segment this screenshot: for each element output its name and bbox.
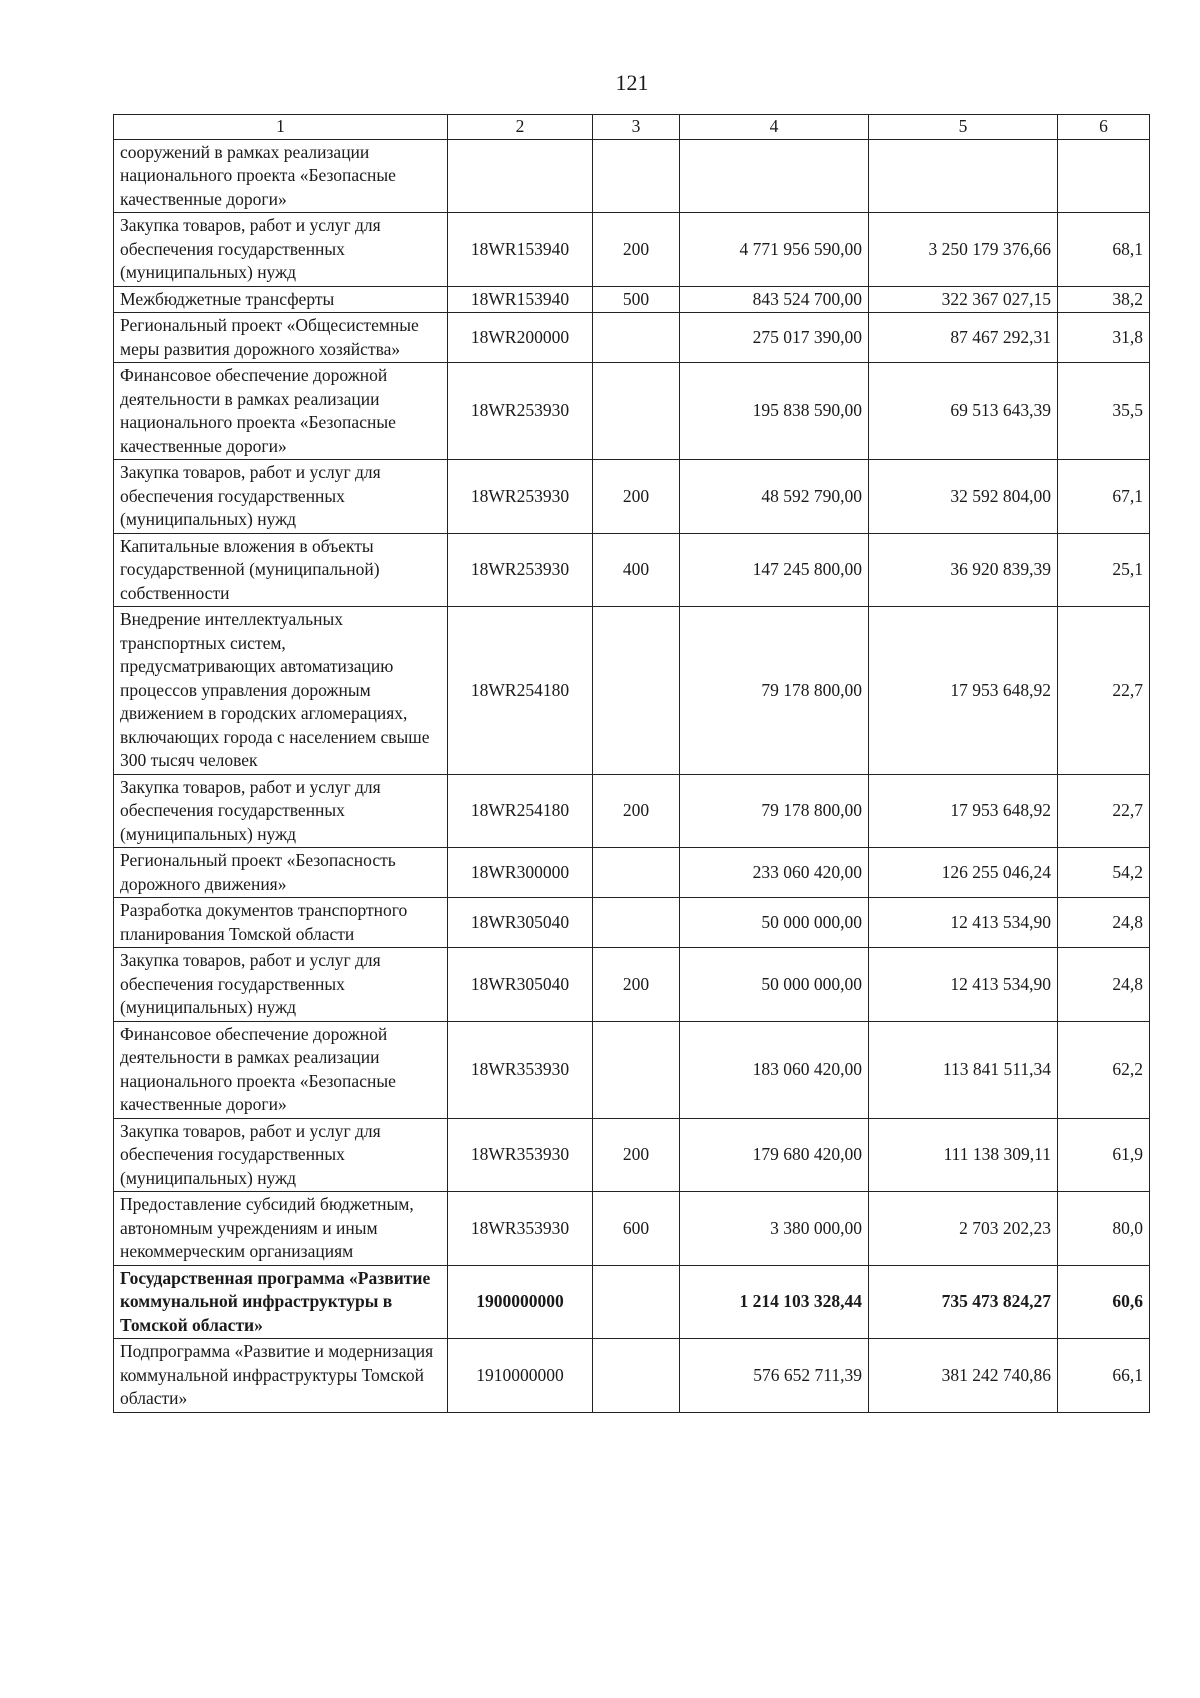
row-code-cell: 18WR253930 <box>448 460 593 534</box>
row-percent-cell: 62,2 <box>1058 1021 1150 1118</box>
row-type-cell <box>593 139 680 213</box>
row-type-cell: 200 <box>593 1118 680 1192</box>
row-type-cell <box>593 607 680 775</box>
row-name-cell: Закупка товаров, работ и услуг для обеспечения государственных (муниципальных) нужд <box>114 1118 448 1192</box>
column-header: 5 <box>869 115 1058 140</box>
row-percent-cell: 61,9 <box>1058 1118 1150 1192</box>
row-code-cell: 18WR305040 <box>448 948 593 1022</box>
row-name-cell: Капитальные вложения в объекты государственной (муниципальной) собственности <box>114 533 448 607</box>
column-header: 2 <box>448 115 593 140</box>
table-row <box>114 139 1150 213</box>
column-header: 4 <box>680 115 869 140</box>
row-type-cell <box>593 898 680 948</box>
row-percent-cell <box>1058 139 1150 213</box>
row-fact-cell: 3 250 179 376,66 <box>869 213 1058 287</box>
row-name-cell: Закупка товаров, работ и услуг для обеспечения государственных (муниципальных) нужд <box>114 460 448 534</box>
row-plan-cell: 147 245 800,00 <box>680 533 869 607</box>
row-code-cell: 18WR353930 <box>448 1118 593 1192</box>
row-name-cell: Предоставление субсидий бюджетным, автономным учреждениям и иным некоммерческим организациям <box>114 1192 448 1266</box>
column-header: 1 <box>114 115 448 140</box>
table-row <box>114 898 1150 948</box>
row-plan-cell <box>680 139 869 213</box>
row-code-cell: 18WR153940 <box>448 213 593 287</box>
row-type-cell <box>593 1265 680 1339</box>
row-code-cell: 18WR253930 <box>448 533 593 607</box>
row-plan-cell: 576 652 711,39 <box>680 1339 869 1413</box>
row-type-cell: 400 <box>593 533 680 607</box>
row-code-cell: 18WR153940 <box>448 286 593 313</box>
row-type-cell <box>593 1339 680 1413</box>
table-row <box>114 460 1150 534</box>
table-row <box>114 948 1150 1022</box>
row-plan-cell: 50 000 000,00 <box>680 948 869 1022</box>
row-code-cell: 1910000000 <box>448 1339 593 1413</box>
row-name-cell: Закупка товаров, работ и услуг для обеспечения государственных (муниципальных) нужд <box>114 774 448 848</box>
row-type-cell: 200 <box>593 460 680 534</box>
row-name-cell: Государственная программа «Развитие коммунальной инфраструктуры в Томской области» <box>114 1265 448 1339</box>
table-row <box>114 1265 1150 1339</box>
row-type-cell: 600 <box>593 1192 680 1266</box>
row-percent-cell: 60,6 <box>1058 1265 1150 1339</box>
row-type-cell: 500 <box>593 286 680 313</box>
row-type-cell: 200 <box>593 774 680 848</box>
row-code-cell: 18WR200000 <box>448 313 593 363</box>
row-name-cell: сооружений в рамках реализации национального проекта «Безопасные качественные дороги» <box>114 139 448 213</box>
row-plan-cell: 79 178 800,00 <box>680 607 869 775</box>
column-header: 3 <box>593 115 680 140</box>
row-name-cell: Региональный проект «Общесистемные меры развития дорожного хозяйства» <box>114 313 448 363</box>
table-row <box>114 607 1150 775</box>
row-percent-cell: 31,8 <box>1058 313 1150 363</box>
row-fact-cell: 87 467 292,31 <box>869 313 1058 363</box>
row-fact-cell: 126 255 046,24 <box>869 848 1058 898</box>
row-code-cell: 18WR353930 <box>448 1192 593 1266</box>
row-code-cell: 1900000000 <box>448 1265 593 1339</box>
row-plan-cell: 48 592 790,00 <box>680 460 869 534</box>
row-plan-cell: 233 060 420,00 <box>680 848 869 898</box>
row-name-cell: Подпрограмма «Развитие и модернизация коммунальной инфраструктуры Томской области» <box>114 1339 448 1413</box>
row-percent-cell: 80,0 <box>1058 1192 1150 1266</box>
row-type-cell <box>593 313 680 363</box>
row-plan-cell: 50 000 000,00 <box>680 898 869 948</box>
row-name-cell: Финансовое обеспечение дорожной деятельности в рамках реализации национального проекта «Безопасные качественные дороги» <box>114 1021 448 1118</box>
row-percent-cell: 22,7 <box>1058 607 1150 775</box>
table-row <box>114 774 1150 848</box>
budget-table <box>113 114 1150 1413</box>
row-fact-cell: 322 367 027,15 <box>869 286 1058 313</box>
row-name-cell: Внедрение интеллектуальных транспортных систем, предусматривающих автоматизацию процессов управления дорожным движением в городских агломерациях, включающих города с населением свыше 300 тысяч человек <box>114 607 448 775</box>
row-percent-cell: 24,8 <box>1058 948 1150 1022</box>
row-code-cell: 18WR353930 <box>448 1021 593 1118</box>
row-type-cell <box>593 363 680 460</box>
table-row <box>114 1021 1150 1118</box>
row-plan-cell: 195 838 590,00 <box>680 363 869 460</box>
row-percent-cell: 24,8 <box>1058 898 1150 948</box>
row-fact-cell: 735 473 824,27 <box>869 1265 1058 1339</box>
header-row <box>114 115 1150 140</box>
row-code-cell: 18WR305040 <box>448 898 593 948</box>
row-type-cell: 200 <box>593 213 680 287</box>
row-fact-cell: 2 703 202,23 <box>869 1192 1058 1266</box>
row-fact-cell: 36 920 839,39 <box>869 533 1058 607</box>
row-type-cell <box>593 1021 680 1118</box>
row-plan-cell: 79 178 800,00 <box>680 774 869 848</box>
row-name-cell: Разработка документов транспортного планирования Томской области <box>114 898 448 948</box>
table-row <box>114 286 1150 313</box>
row-code-cell: 18WR253930 <box>448 363 593 460</box>
row-fact-cell: 12 413 534,90 <box>869 898 1058 948</box>
row-fact-cell <box>869 139 1058 213</box>
row-fact-cell: 17 953 648,92 <box>869 607 1058 775</box>
row-fact-cell: 111 138 309,11 <box>869 1118 1058 1192</box>
row-name-cell: Межбюджетные трансферты <box>114 286 448 313</box>
row-code-cell: 18WR254180 <box>448 607 593 775</box>
row-code-cell: 18WR300000 <box>448 848 593 898</box>
row-percent-cell: 68,1 <box>1058 213 1150 287</box>
row-type-cell <box>593 848 680 898</box>
table-row <box>114 533 1150 607</box>
row-percent-cell: 22,7 <box>1058 774 1150 848</box>
row-percent-cell: 35,5 <box>1058 363 1150 460</box>
row-percent-cell: 38,2 <box>1058 286 1150 313</box>
row-plan-cell: 1 214 103 328,44 <box>680 1265 869 1339</box>
row-fact-cell: 113 841 511,34 <box>869 1021 1058 1118</box>
row-percent-cell: 66,1 <box>1058 1339 1150 1413</box>
row-name-cell: Закупка товаров, работ и услуг для обеспечения государственных (муниципальных) нужд <box>114 213 448 287</box>
row-plan-cell: 4 771 956 590,00 <box>680 213 869 287</box>
row-fact-cell: 17 953 648,92 <box>869 774 1058 848</box>
row-name-cell: Финансовое обеспечение дорожной деятельности в рамках реализации национального проекта «Безопасные качественные дороги» <box>114 363 448 460</box>
row-plan-cell: 179 680 420,00 <box>680 1118 869 1192</box>
row-fact-cell: 381 242 740,86 <box>869 1339 1058 1413</box>
row-code-cell: 18WR254180 <box>448 774 593 848</box>
row-fact-cell: 32 592 804,00 <box>869 460 1058 534</box>
table-row <box>114 1192 1150 1266</box>
row-percent-cell: 25,1 <box>1058 533 1150 607</box>
table-row <box>114 363 1150 460</box>
table-row <box>114 1339 1150 1413</box>
row-code-cell <box>448 139 593 213</box>
row-name-cell: Закупка товаров, работ и услуг для обеспечения государственных (муниципальных) нужд <box>114 948 448 1022</box>
row-fact-cell: 12 413 534,90 <box>869 948 1058 1022</box>
table-row <box>114 313 1150 363</box>
column-header: 6 <box>1058 115 1150 140</box>
row-name-cell: Региональный проект «Безопасность дорожного движения» <box>114 848 448 898</box>
table-row <box>114 213 1150 287</box>
table-row <box>114 1118 1150 1192</box>
row-percent-cell: 54,2 <box>1058 848 1150 898</box>
row-plan-cell: 3 380 000,00 <box>680 1192 869 1266</box>
row-type-cell: 200 <box>593 948 680 1022</box>
row-plan-cell: 183 060 420,00 <box>680 1021 869 1118</box>
row-percent-cell: 67,1 <box>1058 460 1150 534</box>
row-fact-cell: 69 513 643,39 <box>869 363 1058 460</box>
table-row <box>114 848 1150 898</box>
page-number: 121 <box>615 70 649 95</box>
row-plan-cell: 275 017 390,00 <box>680 313 869 363</box>
row-plan-cell: 843 524 700,00 <box>680 286 869 313</box>
